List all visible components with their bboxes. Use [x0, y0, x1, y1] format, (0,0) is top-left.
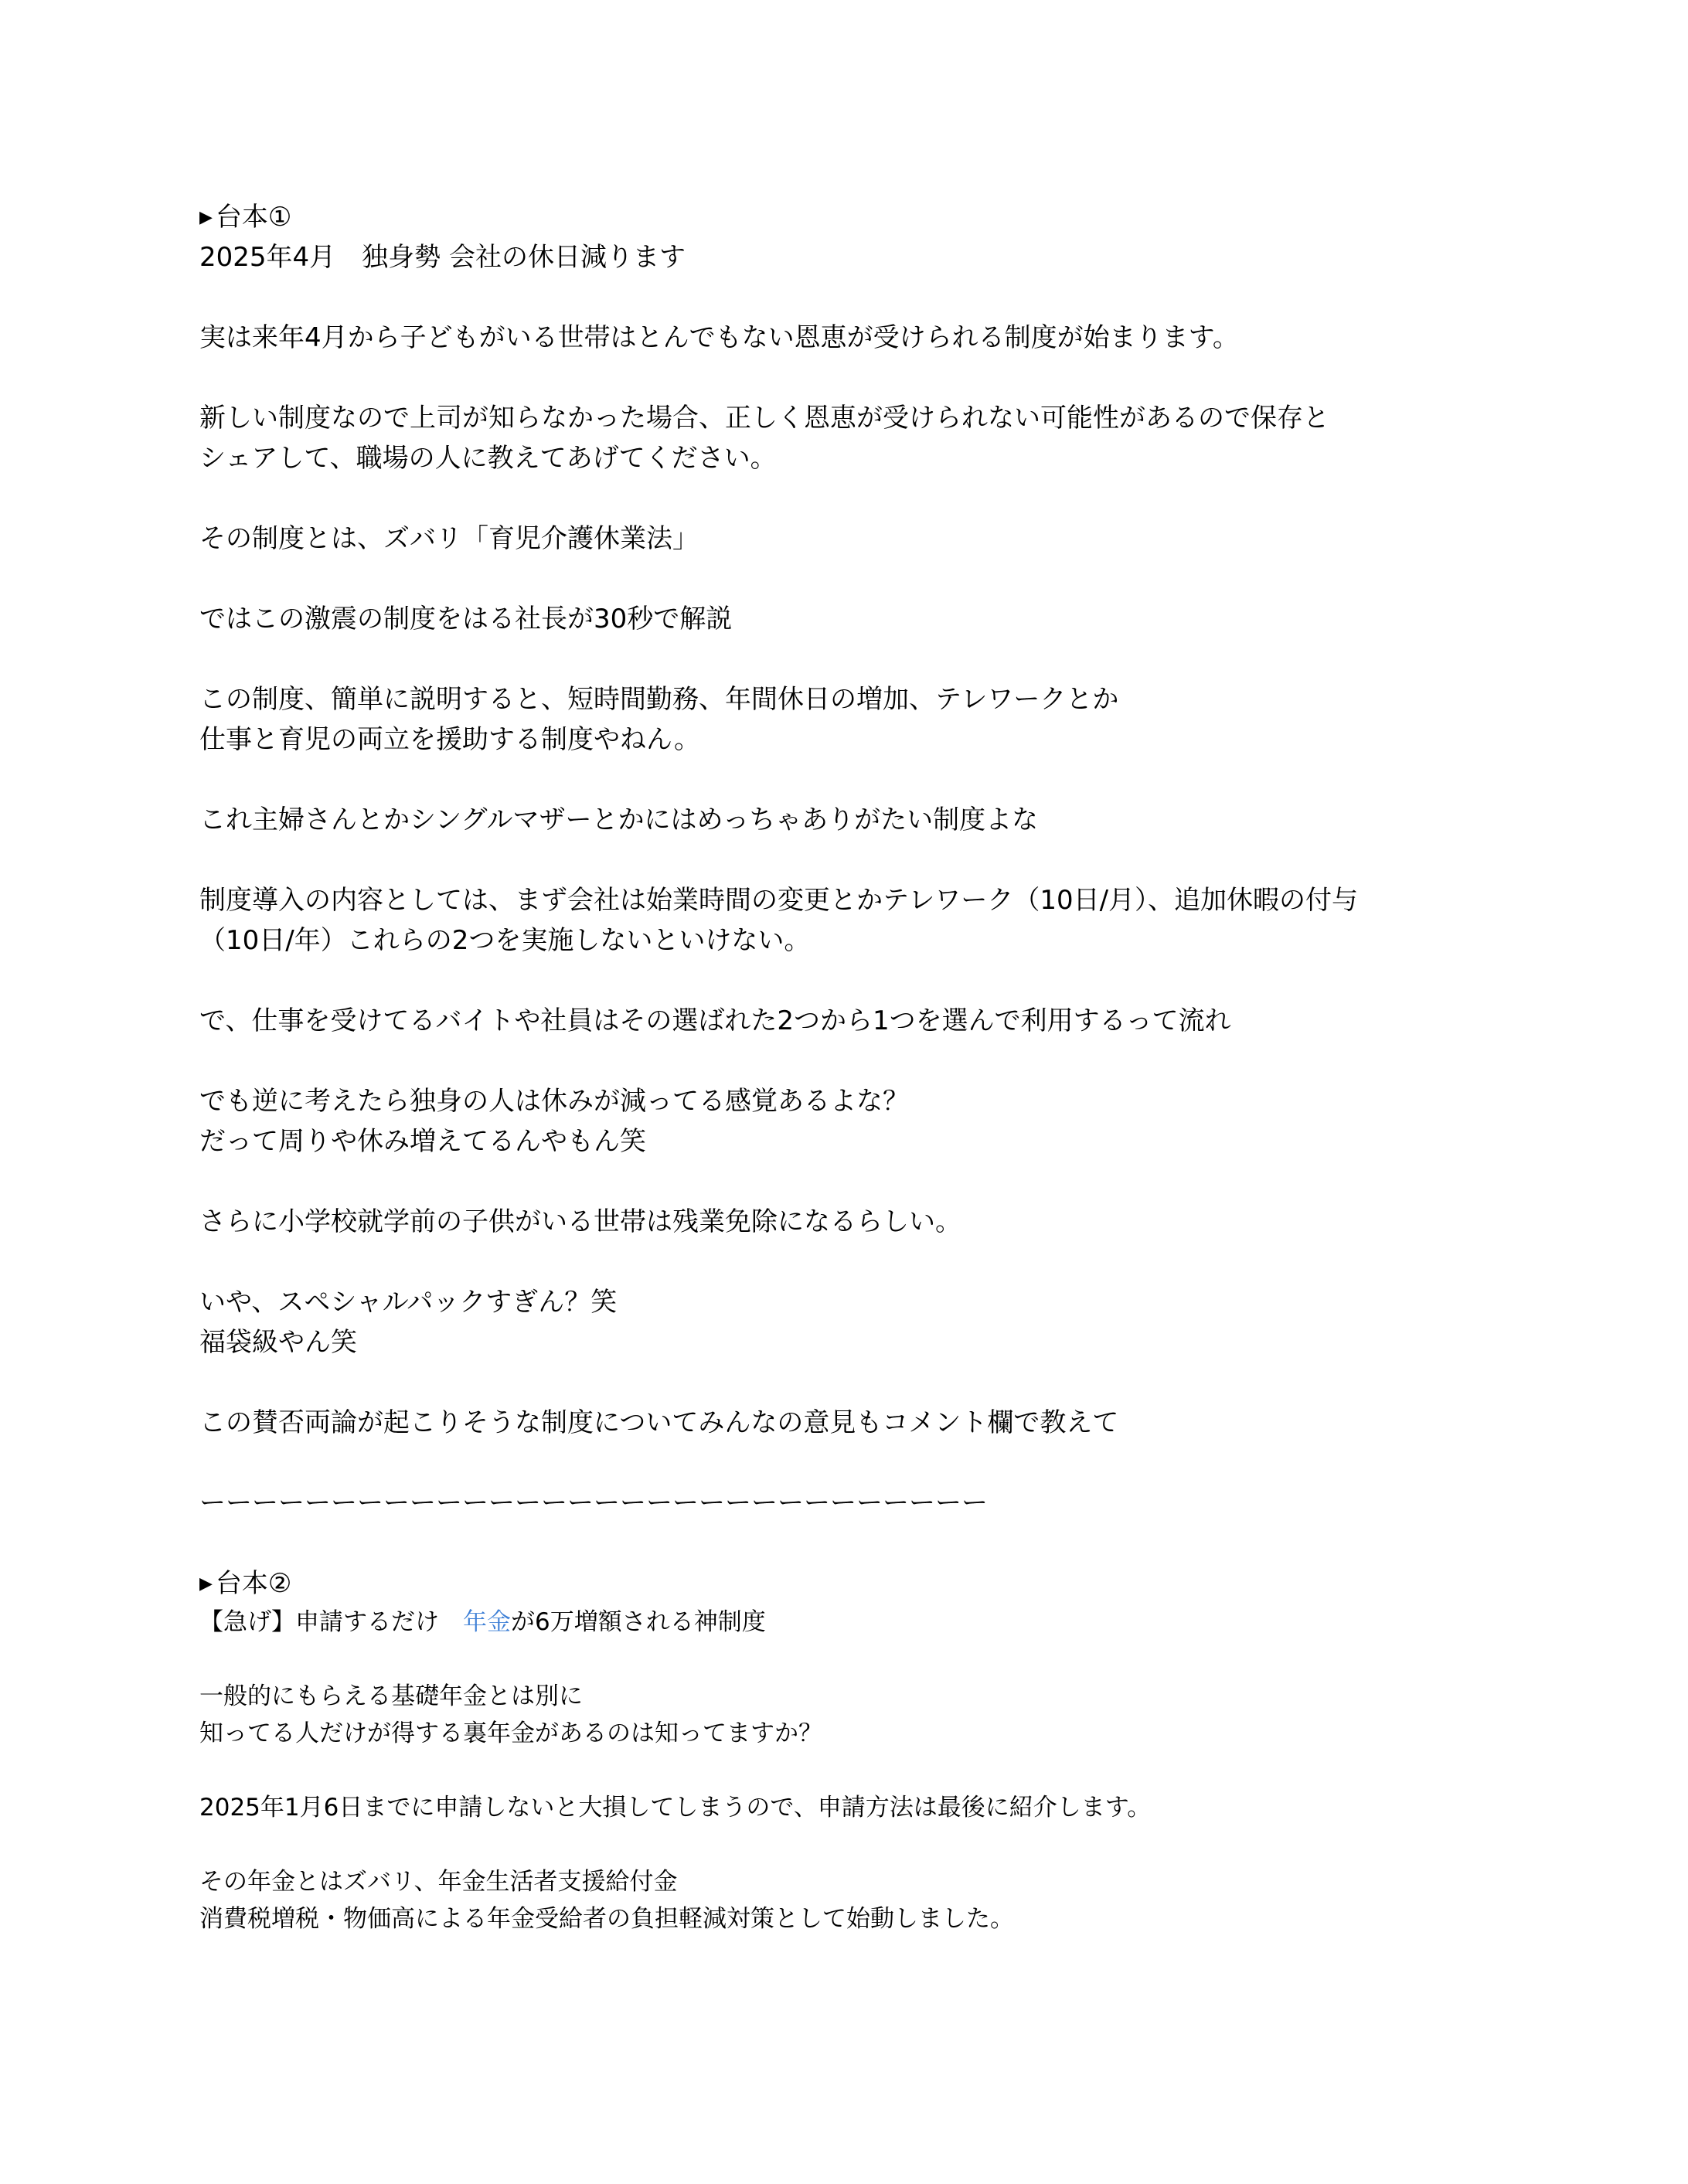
paragraph: だって周りや休み増えてるんやもん笑 — [199, 1126, 646, 1157]
paragraph: 仕事と育児の両立を援助する制度やねん。 — [199, 724, 701, 755]
paragraph: シェアして、職場の人に教えてあげてください。 — [199, 443, 777, 474]
document-page — [199, 197, 1513, 1937]
paragraph: ではこの激震の制度をはる社長が30秒で解説 — [199, 604, 733, 634]
script-1-heading — [199, 197, 1513, 237]
script-1-section — [199, 197, 1513, 1523]
script-2-title — [199, 1604, 1513, 1641]
paragraph: その制度とは、ズバリ「育児介護休業法」 — [199, 523, 699, 554]
triangle-marker-icon: ▶ — [199, 1574, 213, 1594]
script-1-heading-label: 台本① — [215, 202, 292, 233]
paragraph: でも逆に考えたら独身の人は休みが減ってる感覚あるよな？ — [199, 1086, 909, 1117]
paragraph: 一般的にもらえる基礎年金とは別に — [199, 1682, 583, 1710]
script-2-title-prefix: 【急げ】申請するだけ — [199, 1608, 463, 1636]
script-1-title: 2025年4月 独身勢 会社の休日減ります — [199, 242, 686, 273]
script-2-heading — [199, 1563, 1513, 1604]
paragraph: この制度、簡単に説明すると、短時間勤務、年間休日の増加、テレワークとか — [199, 684, 1119, 715]
paragraph: この賛否両論が起こりそうな制度についてみんなの意見もコメント欄で教えて — [199, 1407, 1119, 1438]
paragraph: 消費税増税・物価高による年金受給者の負担軽減対策として始動しました。 — [199, 1905, 1014, 1933]
script-2-heading-label: 台本② — [215, 1568, 292, 1599]
section-divider: ーーーーーーーーーーーーーーーーーーーーーーーーーーーーーー — [199, 1488, 988, 1519]
paragraph: その年金とはズバリ、年金生活者支援給付金 — [199, 1868, 678, 1896]
triangle-marker-icon: ▶ — [199, 208, 213, 227]
paragraph: これ主婦さんとかシングルマザーとかにはめっちゃありがたい制度よな — [199, 805, 1039, 835]
paragraph: 福袋級やん笑 — [199, 1327, 357, 1358]
paragraph: 知ってる人だけが得する裏年金があるのは知ってますか？ — [199, 1720, 822, 1747]
paragraph: （10日/年）これらの2つを実施しないといけない。 — [199, 925, 811, 956]
paragraph: いや、スペシャルパックすぎん？笑 — [199, 1287, 618, 1318]
paragraph: 新しい制度なので上司が知らなかった場合、正しく恩恵が受けられない可能性があるので保存と — [199, 403, 1329, 434]
pension-link[interactable]: 年金 — [463, 1608, 511, 1636]
script-2-section — [199, 1563, 1513, 1937]
paragraph: さらに小学校就学前の子供がいる世帯は残業免除になるらしい。 — [199, 1206, 961, 1237]
paragraph: で、仕事を受けてるバイトや社員はその選ばれた2つから1つを選んで利用するって流れ — [199, 1005, 1231, 1036]
paragraph: 2025年1月6日までに申請しないと大損してしまうので、申請方法は最後に紹介します。 — [199, 1794, 1152, 1822]
paragraph: 制度導入の内容としては、まず会社は始業時間の変更とかテレワーク（10日/月）、追加休暇の付与 — [199, 885, 1359, 916]
script-2-title-suffix: が6万増額される神制度 — [511, 1608, 766, 1636]
paragraph: 実は来年4月から子どもがいる世帯はとんでもない恩恵が受けられる制度が始まります。 — [199, 322, 1239, 353]
